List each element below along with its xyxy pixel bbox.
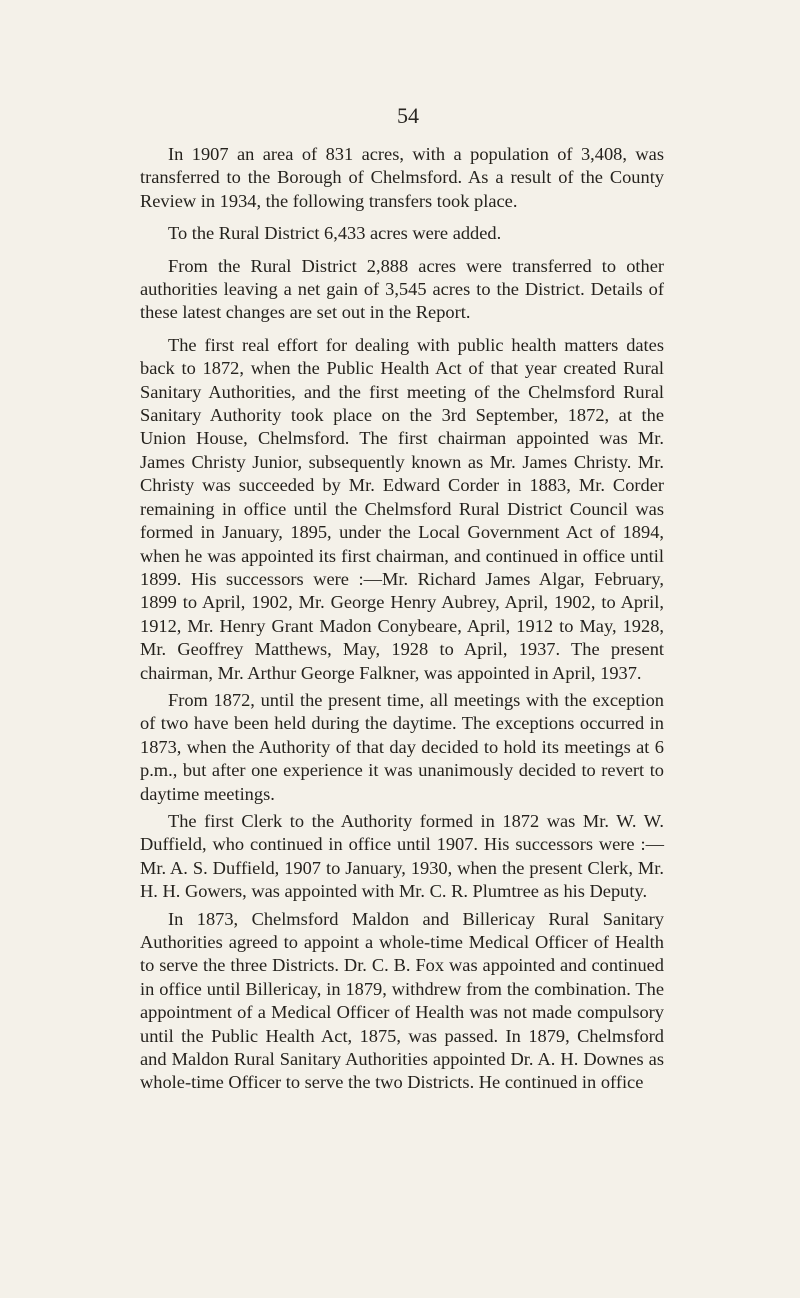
paragraph-1: In 1907 an area of 831 acres, with a population of 3,408, was transferred to the Borough of Chelmsford. As a result of the County Review in 1934, the following transfers took place. bbox=[140, 144, 664, 211]
paragraph-5: From 1872, until the present time, all meetings with the exception of two have been held during the daytime. The exceptions occurred in 1873, when the Authority of that day decided to hold its meetings at 6 p.m., but after one experience it was unanimously decided to revert to daytime meetings. bbox=[140, 689, 664, 804]
paragraph-7: In 1873, Chelmsford Maldon and Billericay Rural Sanitary Authorities agreed to appoint a whole-time Medical Officer of Health to serve the three Districts. Dr. C. B. Fox was appointed and continued in office until Billericay, in 1879, withdrew from the combination. The appointment of a Medical Officer of Health was not made compulsory until the Public Health Act, 1875, was passed. In 1879, Chelmsford and Maldon Rural Sanitary Authorities appointed Dr. A. H. Downes as whole-time Officer to serve the two Districts. He continued in office bbox=[140, 908, 664, 1093]
paragraph-4: The first real effort for dealing with public health matters dates back to 1872, when the Public Health Act of that year created Rural Sanitary Authorities, and the first meeting of the Chelmsford Rural Sanitary Authority took place on the 3rd September, 1872, at the Union House, Chelmsford. The first chairman appointed was Mr. James Christy Junior, subsequently known as Mr. James Christy. Mr. Christy was succeeded by Mr. Edward Corder in 1883, Mr. Corder remaining in office until the Chelmsford Rural District Council was formed in January, 1895, under the Local Government Act of 1894, when he was appointed its first chairman, and continued in office until 1899. His successors were :—Mr. Richard James Algar, February, 1899 to April, 1902, Mr. George Henry Aubrey, April, 1902, to April, 1912, Mr. Henry Grant Madon Conybeare, April, 1912 to May, 1928, Mr. Geoffrey Matthews, May, 1928 to April, 1937. The present chairman, Mr. Arthur George Falkner, was appointed in April, 1937. bbox=[140, 334, 664, 683]
paragraph-6: The first Clerk to the Authority formed in 1872 was Mr. W. W. Duffield, who continued in office until 1907. His successors were :—Mr. A. S. Duffield, 1907 to January, 1930, when the present Clerk, Mr. H. H. Gowers, was appointed with Mr. C. R. Plumtree as his Deputy. bbox=[140, 810, 664, 902]
page-number: 54 bbox=[397, 103, 419, 128]
paragraph-3: From the Rural District 2,888 acres were transferred to other authorities leaving a net gain of 3,545 acres to the District. Details of these latest changes are set out in the Report. bbox=[140, 255, 664, 323]
body-text bbox=[140, 143, 664, 1099]
paragraph-2: To the Rural District 6,433 acres were added. bbox=[168, 223, 502, 244]
